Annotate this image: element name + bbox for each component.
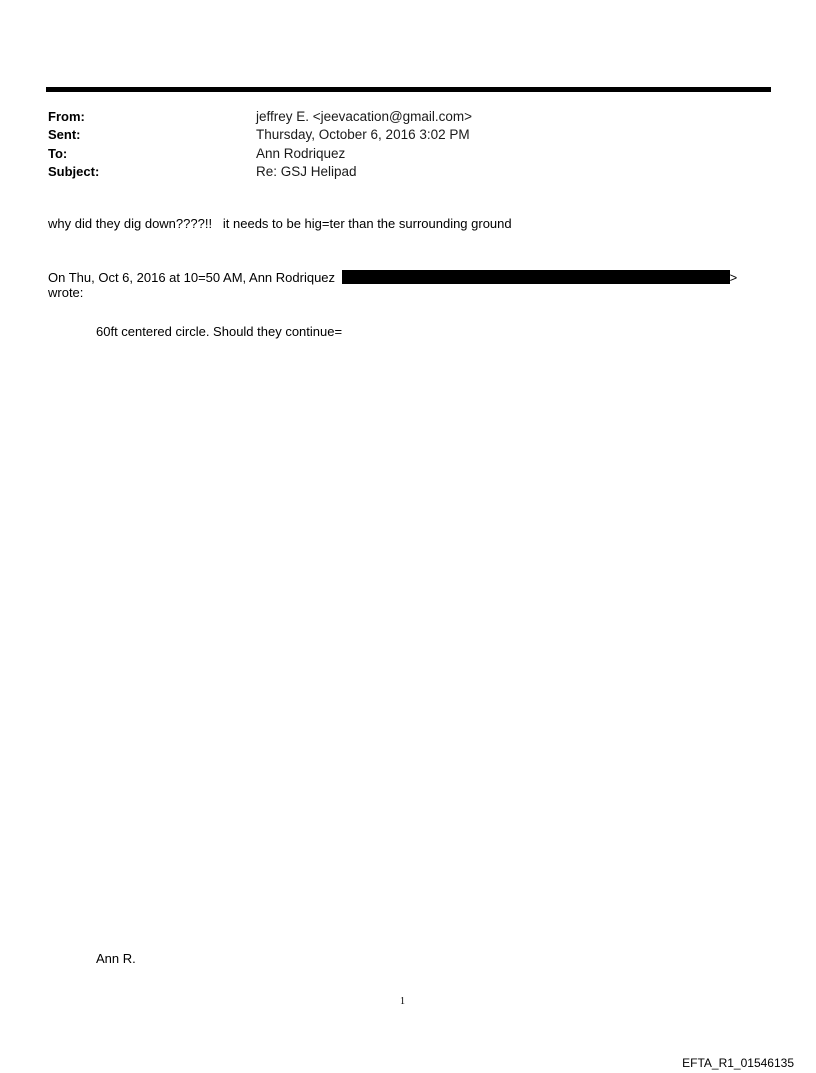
redaction-bar	[342, 270, 730, 284]
quote-intro-end: >	[729, 270, 738, 285]
subject-label: Subject:	[48, 164, 100, 180]
signature: Ann R.	[96, 951, 136, 966]
from-label: From:	[48, 108, 85, 124]
header-rule	[46, 87, 771, 92]
bates-number: EFTA_R1_01546135	[682, 1056, 794, 1070]
subject-row	[48, 163, 472, 182]
from-row	[48, 107, 472, 126]
quote-intro-text: On Thu, Oct 6, 2016 at 10=50 AM, Ann Rodriquez	[48, 270, 339, 285]
sent-label: Sent:	[48, 127, 81, 143]
quote-wrote: wrote:	[48, 285, 84, 300]
from-value: jeffrey E. <jeevacation@gmail.com>	[256, 108, 473, 124]
to-value: Ann Rodriquez	[256, 145, 346, 161]
subject-value: Re: GSJ Helipad	[256, 164, 357, 180]
quote-intro	[48, 270, 748, 300]
reply-text: why did they dig down????!! it needs to be hig=ter than the surrounding ground	[48, 216, 512, 231]
sent-value: Thursday, October 6, 2016 3:02 PM	[256, 127, 470, 143]
to-label: To:	[48, 145, 68, 161]
quoted-text: 60ft centered circle. Should they continue=	[96, 324, 343, 339]
sent-row	[48, 126, 472, 145]
email-header	[48, 107, 472, 181]
to-row	[48, 144, 472, 163]
page-number: 1	[400, 996, 405, 1007]
